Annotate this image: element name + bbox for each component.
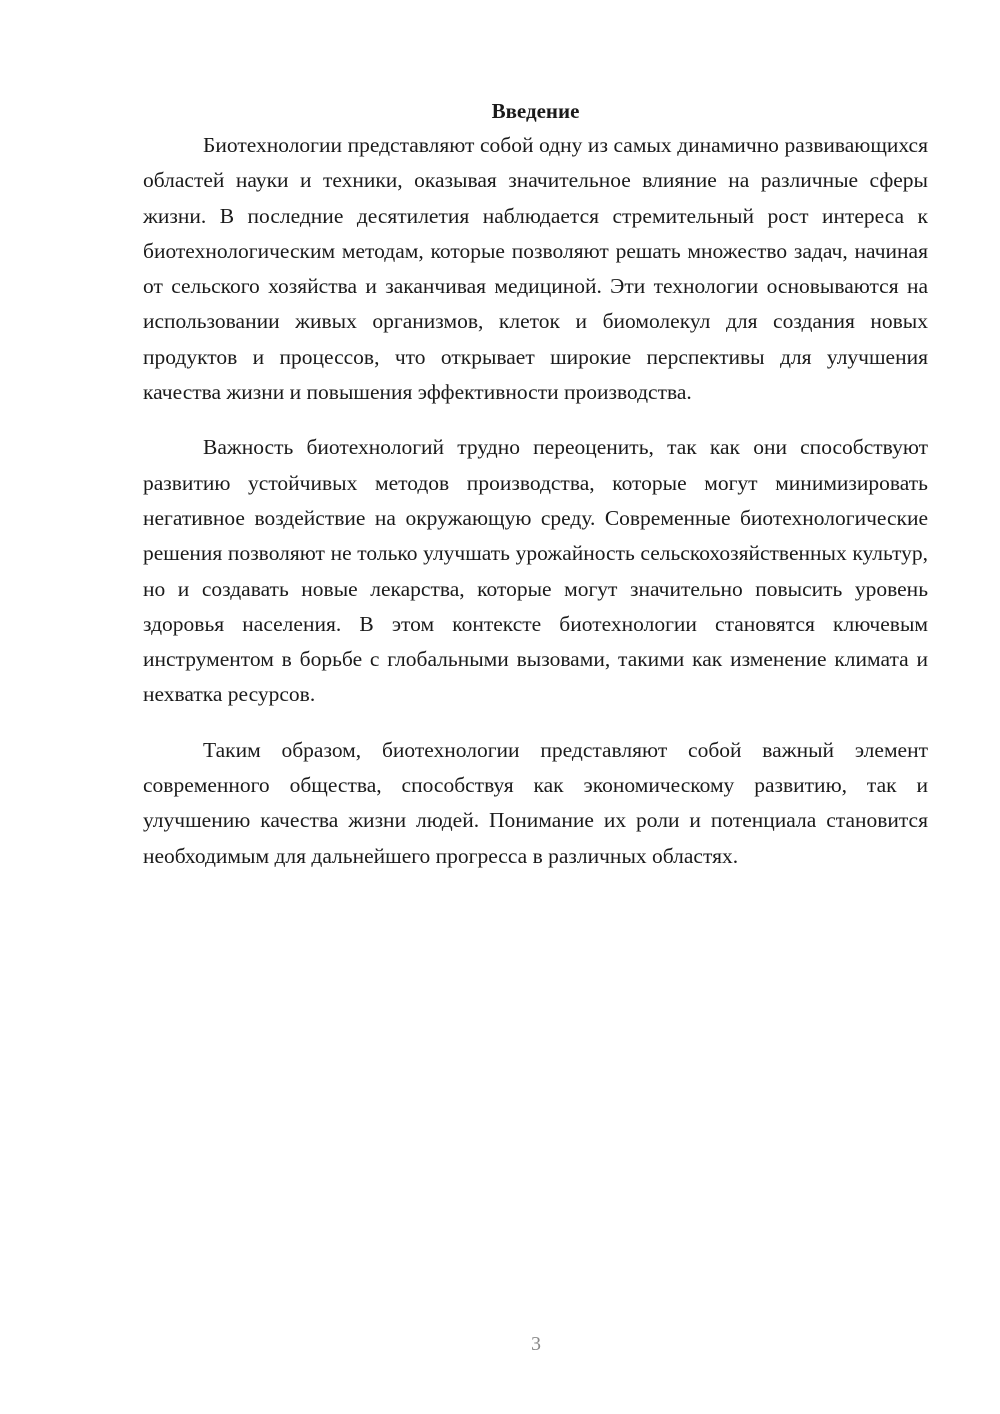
page-number: 3 <box>531 1333 541 1355</box>
page-content <box>143 94 928 874</box>
paragraph-1: Биотехнологии представляют собой одну из самых динамично развивающихся областей науки и техники, оказывая значительное влияние на различные сферы жизни. В последние десятилетия наблюдается стремительный рост интереса к биотехнологическим методам, которые позволяют решать множество задач, начиная от сельского хозяйства и заканчивая медициной. Эти технологии основываются на использовании живых организмов, клеток и биомолекул для создания новых продуктов и процессов, что открывает широкие перспективы для улучшения качества жизни и повышения эффективности производства. <box>143 133 928 405</box>
paragraph-2: Важность биотехнологий трудно переоценить, так как они способствуют развитию устойчивых методов производства, которые могут минимизировать негативное воздействие на окружающую среду. Современные биотехнологические решения позволяют не только улучшать урожайность сельскохозяйственных культур, но и создавать новые лекарства, которые могут значительно повысить уровень здоровья населения. В этом контексте биотехнологии становятся ключевым инструментом в борьбе с глобальными вызовами, такими как изменение климата и нехватка ресурсов. <box>143 435 928 707</box>
section-title: Введение <box>491 99 580 123</box>
paragraph-3: Таким образом, биотехнологии представляют собой важный элемент современного общества, способствуя как экономическому развитию, так и улучшению качества жизни людей. Понимание их роли и потенциала становится необходимым для дальнейшего прогресса в различных областях. <box>143 737 928 868</box>
